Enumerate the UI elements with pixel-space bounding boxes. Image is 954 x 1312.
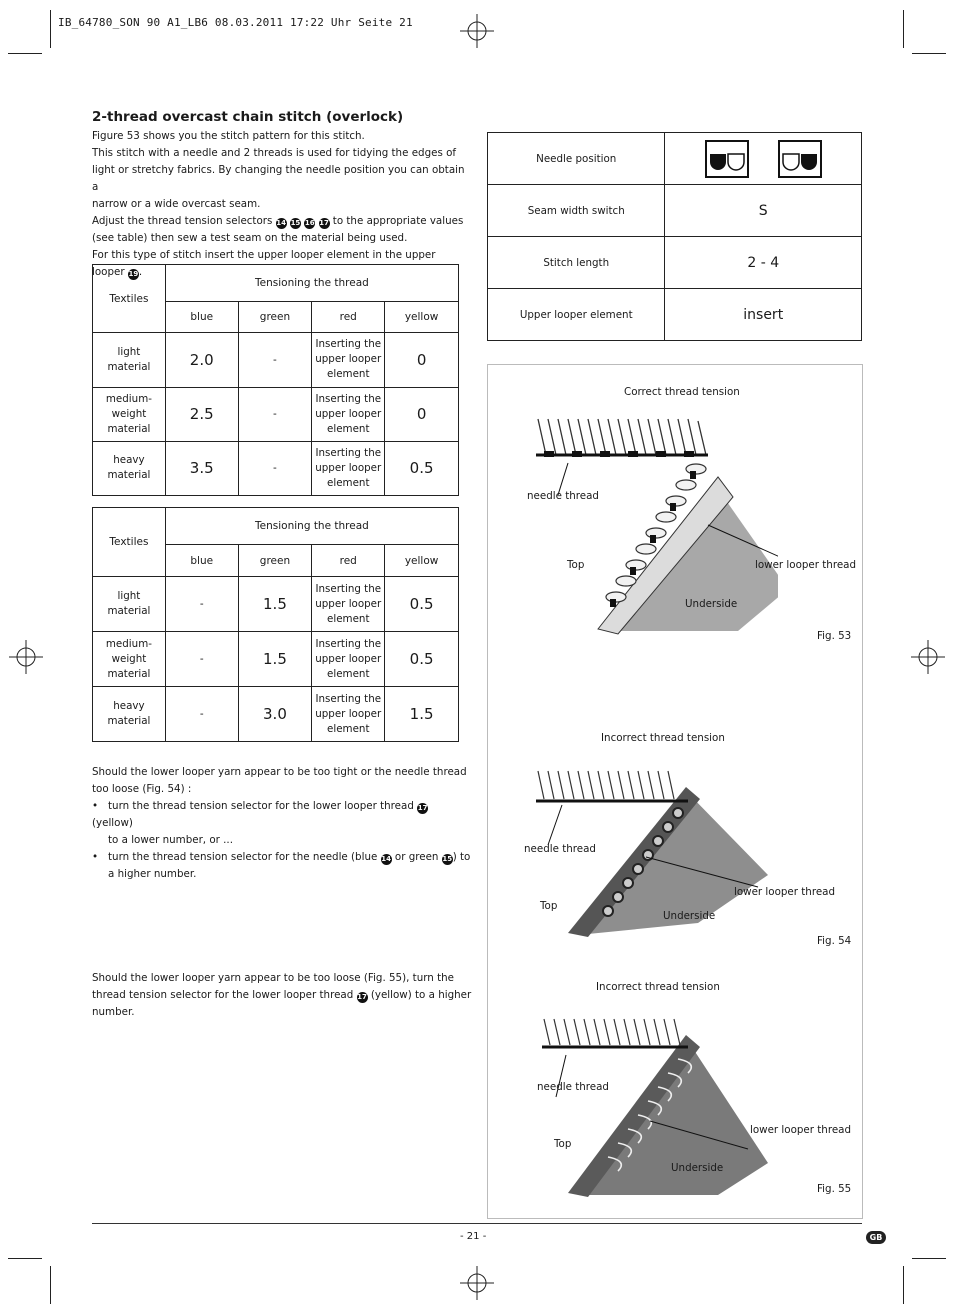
callout-14-icon: 14: [381, 855, 391, 863]
fig53-lower-label: lower looper thread: [755, 559, 857, 571]
fig53-caption: Correct thread tension: [624, 386, 740, 398]
col-green: green: [238, 302, 312, 333]
callout-15-icon: 15: [290, 219, 301, 227]
intro-text: Figure 53 shows you the stitch pattern for this stitch. This stitch with a needle and 2 threads is used for tidying the edges of light or stretchy fabrics. By changing the needle position you can obtain a narrow or a wide overcast seam. Adjust the thread tension selectors 14 15 16 17 to the appropriate values (see table) then sew a test seam on the material being used. For this type of stitch insert the upper looper element in the upper looper 19.: [92, 130, 465, 278]
table-row: Needle position: [488, 133, 862, 185]
fig54-stitch-illustration: [528, 765, 788, 945]
crop-mark: [50, 1266, 51, 1304]
table-row: light material - 1.5 Inserting the upper looper element 0.5: [93, 577, 459, 632]
fig55-top-label: Top: [554, 1138, 572, 1150]
header-tension: Tensioning the thread: [165, 508, 458, 545]
fig53-stitch-illustration: [518, 409, 778, 639]
callout-15-icon: 15: [442, 855, 453, 863]
fig53-needle-label: needle thread: [527, 490, 599, 502]
crop-mark: [912, 1258, 946, 1259]
fig55-underside-label: Underside: [671, 1162, 724, 1174]
needle-position-right-icon: [778, 140, 822, 178]
fig54-underside-label: Underside: [663, 910, 716, 922]
callout-14-icon: 14: [276, 219, 287, 227]
registration-mark-icon: [9, 640, 43, 674]
fig55-caption: Incorrect thread tension: [596, 981, 720, 993]
settings-table: [487, 132, 862, 341]
crop-mark: [8, 53, 42, 54]
tension-table-1: [92, 264, 459, 496]
callout-17-icon: 17: [417, 804, 428, 812]
page-number: - 21 -: [460, 1231, 487, 1242]
callout-17-icon: 17: [357, 993, 367, 1001]
crop-mark: [903, 1266, 904, 1304]
fig54-caption: Incorrect thread tension: [601, 732, 725, 744]
footer-divider: [92, 1223, 862, 1224]
figure-panel: [487, 364, 863, 1219]
col-green: green: [238, 545, 312, 577]
too-loose-text: Should the lower looper yarn appear to be too loose (Fig. 55), turn the thread tension selector for the lower looper thread 17 (yellow) to a higher number.: [92, 972, 472, 1018]
crop-mark: [50, 10, 51, 48]
section-title: 2-thread overcast chain stitch (overlock): [92, 109, 404, 125]
table-row: Stitch length 2 - 4: [488, 237, 862, 289]
fig55-needle-label: needle thread: [537, 1081, 609, 1093]
col-red: red: [312, 545, 385, 577]
callout-17-icon: 17: [319, 219, 329, 227]
registration-mark-icon: [911, 640, 945, 674]
too-tight-text: Should the lower looper yarn appear to be too tight or the needle thread too loose (Fig. 54) : • turn the thread tension selector for the lower looper thread 17 (yellow) to a lower number, or ... • turn the thread tension selector for the needle (blue 14 or green 15) to a higher number.: [92, 766, 471, 880]
registration-mark-icon: [460, 1266, 494, 1300]
col-yellow: yellow: [385, 302, 459, 333]
fig53-underside-label: Underside: [685, 598, 738, 610]
needle-position-left-icon: [705, 140, 749, 178]
col-blue: blue: [165, 545, 238, 577]
callout-16-icon: 16: [304, 219, 315, 227]
fig53-label: Fig. 53: [817, 630, 852, 642]
table-row: heavy material 3.5 - Inserting the upper looper element 0.5: [93, 441, 459, 495]
table-row: heavy material - 3.0 Inserting the upper looper element 1.5: [93, 687, 459, 742]
table-row: light material 2.0 - Inserting the upper looper element 0: [93, 333, 459, 387]
col-red: red: [312, 302, 385, 333]
header-textiles: Textiles: [93, 265, 166, 333]
fig55-lower-label: lower looper thread: [750, 1124, 852, 1136]
header-tension: Tensioning the thread: [165, 265, 458, 302]
crop-mark: [912, 53, 946, 54]
fig54-lower-label: lower looper thread: [734, 886, 836, 898]
col-blue: blue: [165, 302, 238, 333]
col-yellow: yellow: [385, 545, 459, 577]
fig54-needle-label: needle thread: [524, 843, 596, 855]
fig54-top-label: Top: [540, 900, 558, 912]
print-header: IB_64780_SON 90 A1_LB6 08.03.2011 17:22 Uhr Seite 21: [58, 16, 413, 29]
registration-mark-icon: [460, 14, 494, 48]
header-textiles: Textiles: [93, 508, 166, 577]
table-row: medium-weight material - 1.5 Inserting the upper looper element 0.5: [93, 632, 459, 687]
fig55-stitch-illustration: [538, 1013, 808, 1203]
fig53-top-label: Top: [567, 559, 585, 571]
table-row: Seam width switch S: [488, 185, 862, 237]
crop-mark: [903, 10, 904, 48]
fig55-label: Fig. 55: [817, 1183, 852, 1195]
callout-19-icon: 19: [128, 270, 139, 278]
fig54-label: Fig. 54: [817, 935, 852, 947]
table-row: medium-weight material 2.5 - Inserting the upper looper element 0: [93, 387, 459, 441]
tension-table-2: [92, 507, 459, 742]
crop-mark: [8, 1258, 42, 1259]
table-row: Upper looper element insert: [488, 289, 862, 341]
language-badge: GB: [866, 1231, 886, 1244]
